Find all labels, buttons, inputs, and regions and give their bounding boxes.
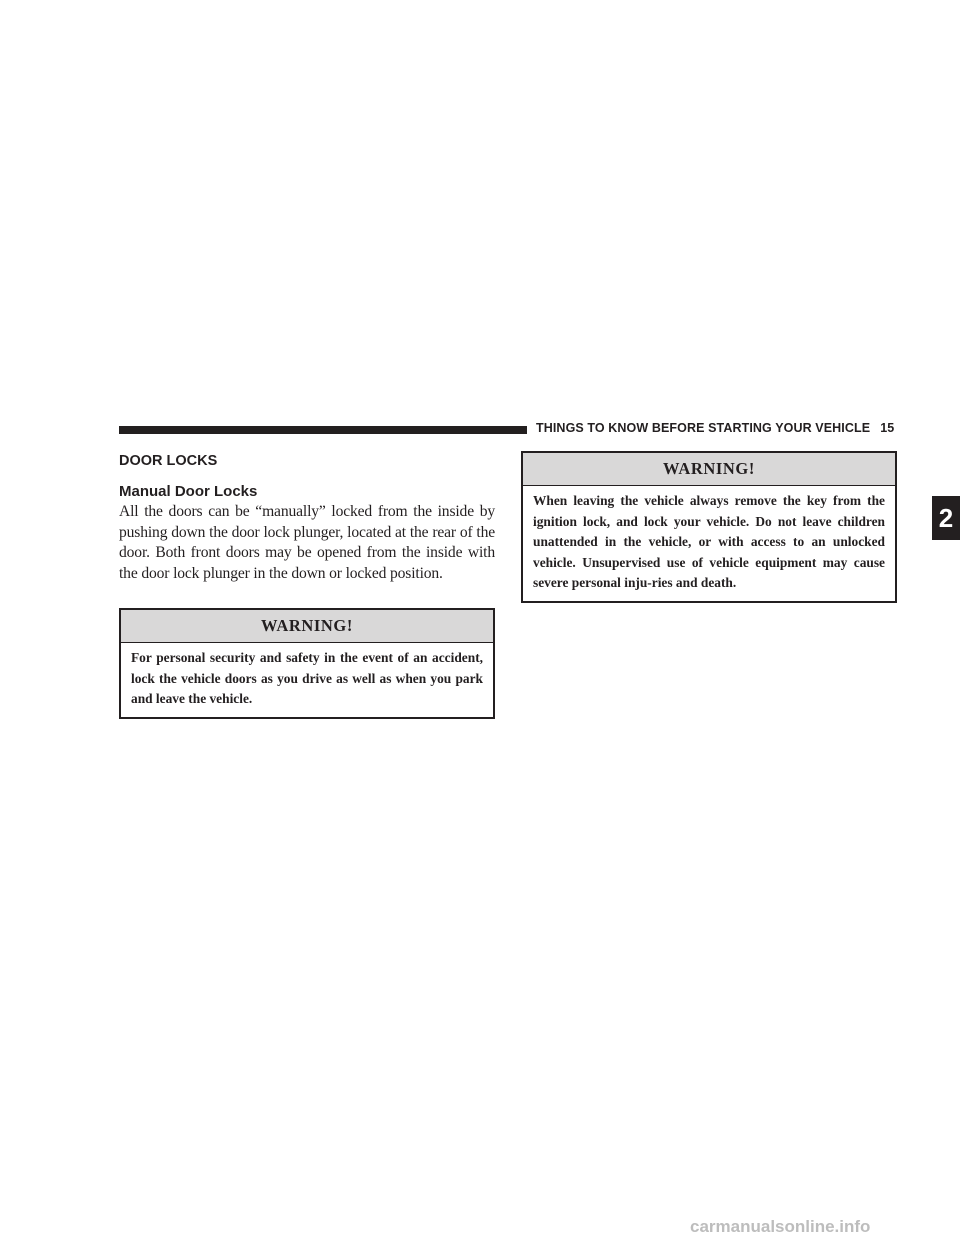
warning-text: For personal security and safety in the event of an accident, lock the vehicle doors as you drive as well as when you park and leave the vehicle. bbox=[131, 650, 483, 706]
running-header bbox=[536, 421, 894, 435]
subsection-title: Manual Door Locks bbox=[119, 483, 258, 500]
chapter-tab: 2 bbox=[932, 496, 960, 540]
right-column bbox=[521, 451, 897, 603]
section-title: DOOR LOCKS bbox=[119, 453, 218, 469]
body-paragraph: All the doors can be “manually” locked from the inside by pushing down the door lock plunger, located at the rear of the door. Both front doors may be opened from the inside with the door lock plunger in the down or locked position. bbox=[119, 503, 495, 582]
warning-box bbox=[521, 451, 897, 603]
warning-box bbox=[119, 608, 495, 719]
left-column bbox=[119, 452, 495, 719]
running-header-title: THINGS TO KNOW BEFORE STARTING YOUR VEHICLE bbox=[536, 421, 871, 435]
warning-heading: WARNING! bbox=[523, 453, 895, 486]
watermark: carmanualsonline.info bbox=[690, 1217, 871, 1236]
warning-heading: WARNING! bbox=[121, 610, 493, 643]
page-number: 15 bbox=[880, 421, 895, 435]
warning-text: When leaving the vehicle always remove the key from the ignition lock, and lock your vehicle. Do not leave children unattended in the vehicle, or with access to an unlocked vehicle. Unsupervised use of vehicle equipment may cause severe personal inju-ries and death. bbox=[533, 493, 885, 590]
header-rule bbox=[119, 426, 527, 434]
